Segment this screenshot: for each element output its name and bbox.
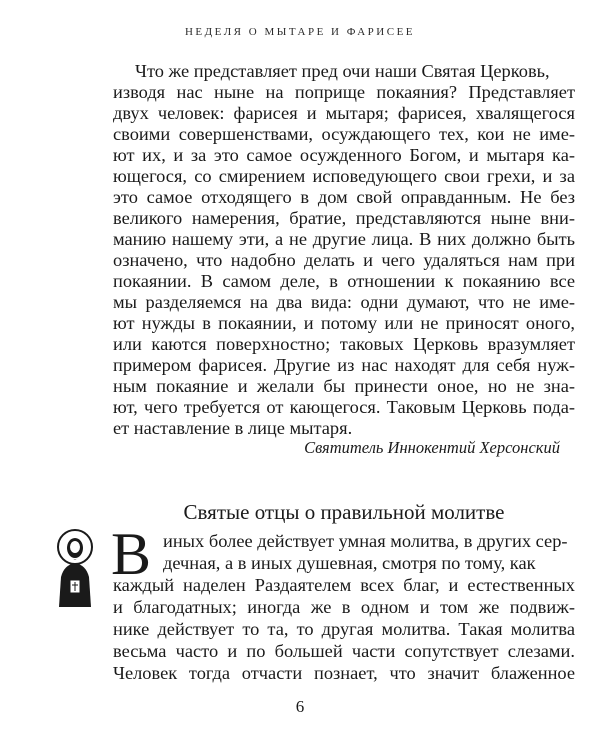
text-line: покаянии. В самом деле, в отношении к покаянию все — [113, 271, 575, 291]
text-line: Что же представляет пред очи наши Святая Церковь, — [135, 61, 550, 81]
text-line: означено, что надобно делать и чего удаляться нам при — [113, 250, 575, 270]
text-line: иных более действует умная молитва, в других сер- — [163, 531, 568, 551]
running-header: НЕДЕЛЯ О МЫТАРЕ И ФАРИСЕЕ — [184, 26, 416, 38]
text-line: ют, чего требуется от кающегося. Таковым Церковь пода- — [113, 397, 575, 417]
text-line: это самое отходящего в дом свой оправданным. Не без — [113, 187, 575, 207]
text-line: своими совершенствами, осуждающего тех, кои не име- — [113, 124, 575, 144]
text-line: двух человек: фарисея и мытаря; фарисея, хвалящегося — [113, 103, 575, 123]
text-line: нике действует то та, то другая молитва. Такая молитва — [113, 619, 575, 639]
text-line: манию нашему эти, а не другие лица. В них должно быть — [113, 229, 575, 249]
attribution: Святитель Иннокентий Херсонский — [304, 438, 560, 457]
text-line: ет наставление в лице мытаря. — [113, 418, 353, 438]
text-line: великого намерения, братие, представляются ныне вни- — [113, 208, 575, 228]
text-line: каждый наделен Раздаятелем всех благ, и естественных — [113, 575, 575, 595]
text-line: и благодатных; иногда же в одном и том же подвиж- — [113, 597, 575, 617]
dropcap: В — [111, 521, 152, 587]
text-line: Человек тогда отчасти познает, что значит блаженное — [113, 663, 575, 683]
text-line: изводя нас ныне на поприще покаяния? Представляет — [113, 82, 575, 102]
saint-icon — [50, 527, 100, 609]
text-line: ным покаяние и желали бы принести оное, но не зна- — [113, 376, 575, 396]
text-line: ющегося, со смирением исповедующего свои грехи, и за — [113, 166, 575, 186]
text-line: или каются поверхностно; таковых Церковь вразумляет — [113, 334, 575, 354]
page-number: 6 — [295, 697, 305, 716]
text-line: ют нужды в покаянии, и потому или не приносят оного, — [113, 313, 575, 333]
text-line: ют их, и за это самое осужденного Богом, и мытаря ка- — [113, 145, 575, 165]
text-line: дечная, а в иных душевная, смотря по тому, как — [163, 553, 536, 573]
section-title: Святые отцы о правильной молитве — [183, 500, 505, 524]
text-line: примером фарисея. Другие из нас находят для себя нуж- — [113, 355, 575, 375]
text-line: весьма часто и по большей части сопутствует слезами. — [113, 641, 575, 661]
text-line: мы разделяемся на два вида: одни думают, что не име- — [113, 292, 575, 312]
